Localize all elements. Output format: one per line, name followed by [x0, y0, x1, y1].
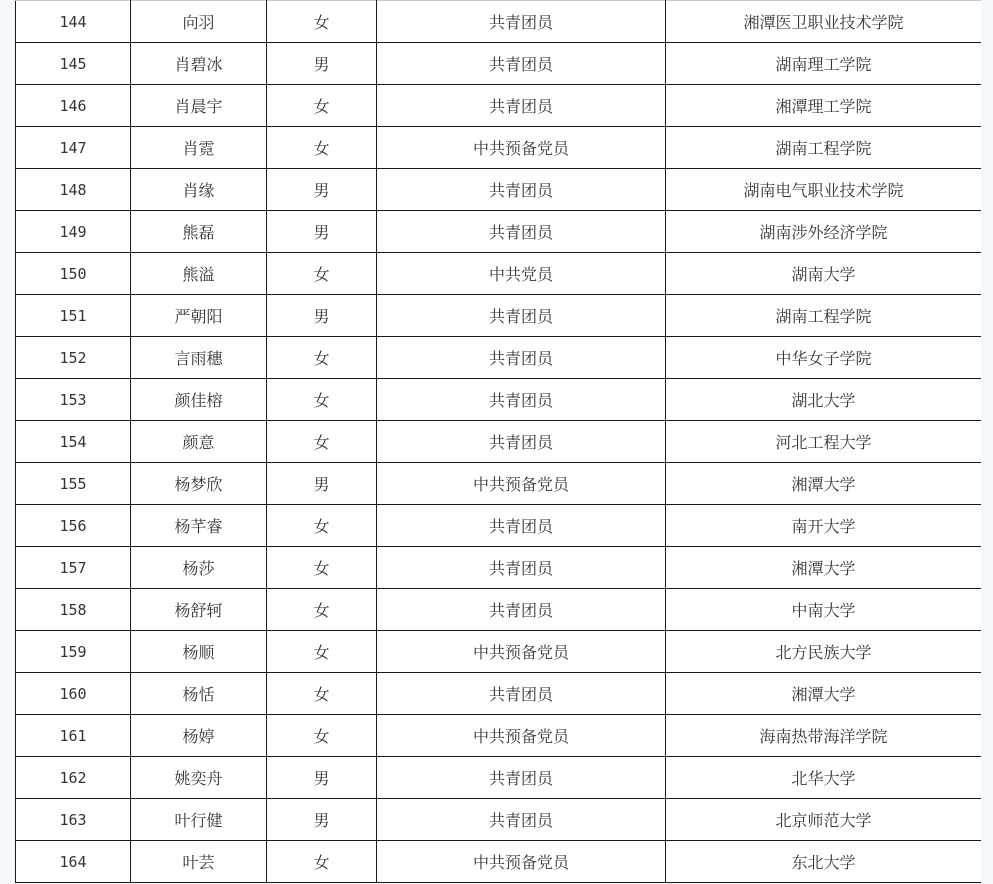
table-row [16, 463, 982, 505]
school-cell: 中南大学 [666, 589, 982, 631]
name-cell: 肖晨宇 [131, 85, 267, 127]
political-status-cell: 共青团员 [377, 757, 666, 799]
row-number-cell: 155 [16, 463, 131, 505]
table-row [16, 43, 982, 85]
table-row [16, 841, 982, 883]
school-cell: 湖南工程学院 [666, 295, 982, 337]
row-number-cell: 152 [16, 337, 131, 379]
name-cell: 向羽 [131, 1, 267, 43]
school-cell: 东北大学 [666, 841, 982, 883]
gender-cell: 女 [267, 337, 377, 379]
political-status-cell: 中共党员 [377, 253, 666, 295]
name-cell: 叶芸 [131, 841, 267, 883]
school-cell: 北京师范大学 [666, 799, 982, 841]
name-cell: 颜意 [131, 421, 267, 463]
political-status-cell: 中共预备党员 [377, 127, 666, 169]
school-cell: 湖南大学 [666, 253, 982, 295]
name-cell: 杨婷 [131, 715, 267, 757]
gender-cell: 女 [267, 253, 377, 295]
name-cell: 熊磊 [131, 211, 267, 253]
political-status-cell: 中共预备党员 [377, 715, 666, 757]
gender-cell: 女 [267, 85, 377, 127]
table-row [16, 1, 982, 43]
political-status-cell: 中共预备党员 [377, 463, 666, 505]
political-status-cell: 共青团员 [377, 169, 666, 211]
school-cell: 湘潭大学 [666, 547, 982, 589]
gender-cell: 女 [267, 421, 377, 463]
political-status-cell: 中共预备党员 [377, 631, 666, 673]
roster-table-body [16, 1, 982, 883]
school-cell: 湘潭大学 [666, 463, 982, 505]
row-number-cell: 158 [16, 589, 131, 631]
gender-cell: 女 [267, 841, 377, 883]
row-number-cell: 145 [16, 43, 131, 85]
gender-cell: 男 [267, 463, 377, 505]
name-cell: 肖缘 [131, 169, 267, 211]
table-row [16, 505, 982, 547]
gender-cell: 男 [267, 295, 377, 337]
row-number-cell: 154 [16, 421, 131, 463]
political-status-cell: 共青团员 [377, 421, 666, 463]
name-cell: 颜佳榕 [131, 379, 267, 421]
name-cell: 姚奕舟 [131, 757, 267, 799]
row-number-cell: 147 [16, 127, 131, 169]
political-status-cell: 共青团员 [377, 505, 666, 547]
political-status-cell: 共青团员 [377, 589, 666, 631]
political-status-cell: 共青团员 [377, 43, 666, 85]
table-row [16, 253, 982, 295]
gender-cell: 男 [267, 211, 377, 253]
gender-cell: 女 [267, 673, 377, 715]
gender-cell: 女 [267, 379, 377, 421]
row-number-cell: 148 [16, 169, 131, 211]
row-number-cell: 162 [16, 757, 131, 799]
name-cell: 杨梦欣 [131, 463, 267, 505]
row-number-cell: 144 [16, 1, 131, 43]
name-cell: 杨莎 [131, 547, 267, 589]
row-number-cell: 159 [16, 631, 131, 673]
row-number-cell: 153 [16, 379, 131, 421]
name-cell: 杨恬 [131, 673, 267, 715]
school-cell: 湘潭医卫职业技术学院 [666, 1, 982, 43]
gender-cell: 女 [267, 589, 377, 631]
gender-cell: 女 [267, 1, 377, 43]
table-row [16, 127, 982, 169]
row-number-cell: 163 [16, 799, 131, 841]
gender-cell: 女 [267, 547, 377, 589]
row-number-cell: 146 [16, 85, 131, 127]
table-row [16, 169, 982, 211]
table-row [16, 421, 982, 463]
roster-table-container [15, 0, 981, 884]
political-status-cell: 中共预备党员 [377, 841, 666, 883]
school-cell: 湖南理工学院 [666, 43, 982, 85]
political-status-cell: 共青团员 [377, 799, 666, 841]
table-row [16, 295, 982, 337]
row-number-cell: 150 [16, 253, 131, 295]
school-cell: 河北工程大学 [666, 421, 982, 463]
school-cell: 中华女子学院 [666, 337, 982, 379]
school-cell: 北方民族大学 [666, 631, 982, 673]
table-row [16, 589, 982, 631]
school-cell: 湖南工程学院 [666, 127, 982, 169]
political-status-cell: 共青团员 [377, 1, 666, 43]
school-cell: 湖南电气职业技术学院 [666, 169, 982, 211]
table-row [16, 211, 982, 253]
table-row [16, 757, 982, 799]
political-status-cell: 共青团员 [377, 673, 666, 715]
row-number-cell: 156 [16, 505, 131, 547]
gender-cell: 男 [267, 799, 377, 841]
gender-cell: 男 [267, 169, 377, 211]
political-status-cell: 共青团员 [377, 85, 666, 127]
row-number-cell: 157 [16, 547, 131, 589]
gender-cell: 男 [267, 757, 377, 799]
name-cell: 熊溢 [131, 253, 267, 295]
name-cell: 杨芊睿 [131, 505, 267, 547]
table-row [16, 547, 982, 589]
school-cell: 南开大学 [666, 505, 982, 547]
name-cell: 杨顺 [131, 631, 267, 673]
row-number-cell: 151 [16, 295, 131, 337]
table-row [16, 85, 982, 127]
table-row [16, 379, 982, 421]
roster-table [15, 0, 981, 883]
table-row [16, 673, 982, 715]
name-cell: 言雨穗 [131, 337, 267, 379]
table-row [16, 799, 982, 841]
school-cell: 湘潭大学 [666, 673, 982, 715]
row-number-cell: 164 [16, 841, 131, 883]
name-cell: 肖碧冰 [131, 43, 267, 85]
gender-cell: 女 [267, 505, 377, 547]
political-status-cell: 共青团员 [377, 295, 666, 337]
row-number-cell: 160 [16, 673, 131, 715]
school-cell: 湘潭理工学院 [666, 85, 982, 127]
political-status-cell: 共青团员 [377, 547, 666, 589]
school-cell: 海南热带海洋学院 [666, 715, 982, 757]
table-row [16, 631, 982, 673]
name-cell: 杨舒轲 [131, 589, 267, 631]
name-cell: 叶行健 [131, 799, 267, 841]
political-status-cell: 共青团员 [377, 211, 666, 253]
name-cell: 严朝阳 [131, 295, 267, 337]
school-cell: 湖北大学 [666, 379, 982, 421]
gender-cell: 男 [267, 43, 377, 85]
table-row [16, 715, 982, 757]
political-status-cell: 共青团员 [377, 379, 666, 421]
name-cell: 肖霓 [131, 127, 267, 169]
row-number-cell: 161 [16, 715, 131, 757]
gender-cell: 女 [267, 715, 377, 757]
school-cell: 湖南涉外经济学院 [666, 211, 982, 253]
table-row [16, 337, 982, 379]
gender-cell: 女 [267, 127, 377, 169]
political-status-cell: 共青团员 [377, 337, 666, 379]
school-cell: 北华大学 [666, 757, 982, 799]
gender-cell: 女 [267, 631, 377, 673]
row-number-cell: 149 [16, 211, 131, 253]
